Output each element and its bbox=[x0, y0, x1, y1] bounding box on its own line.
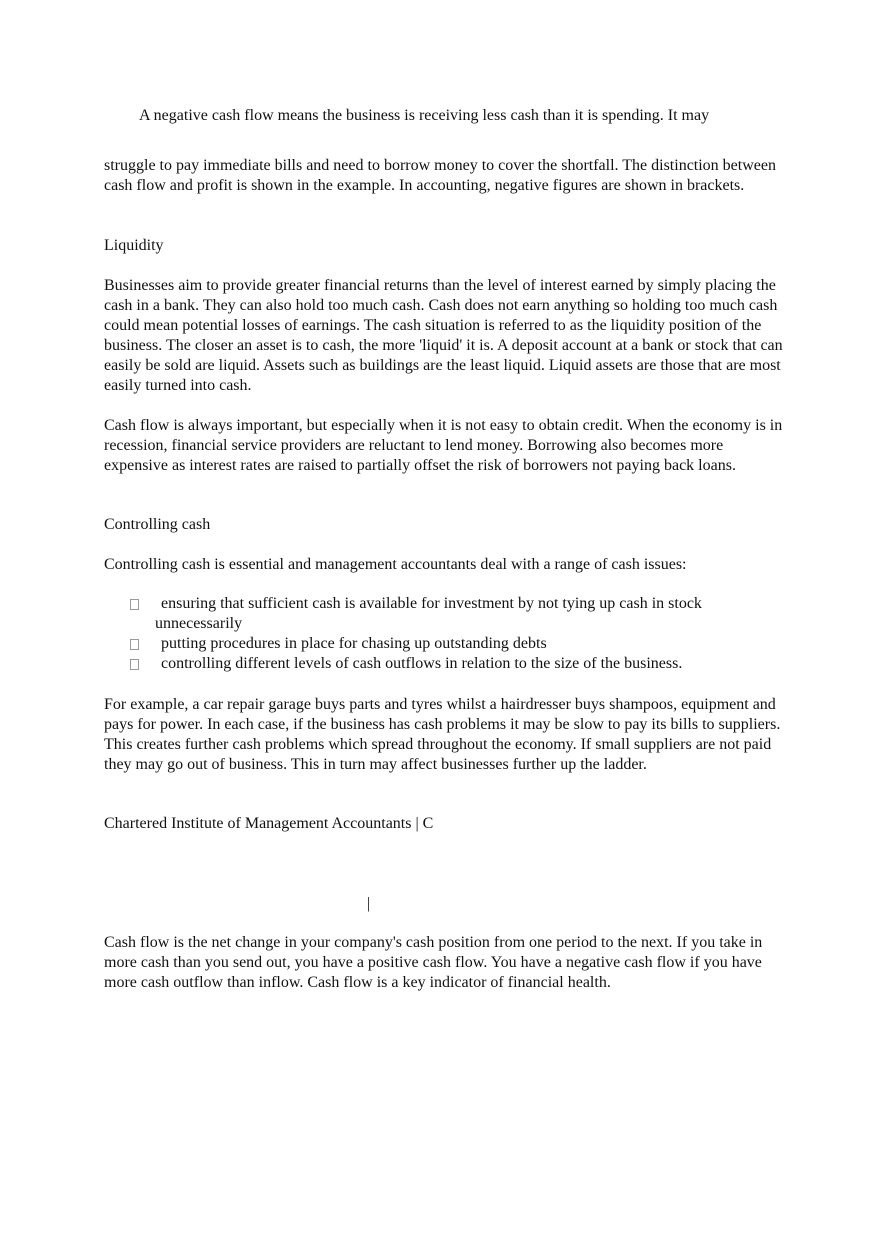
list-item-text: controlling different levels of cash outflows in relation to the size of the business. bbox=[161, 655, 683, 672]
list-item bbox=[130, 634, 770, 654]
cash-flow-definition-paragraph: Cash flow is the net change in your company's cash position from one period to the next. If you take in more cash than you send out, you have a positive cash flow. You have a negative cash flow if you have more cash outflow than inflow. Cash flow is a key indicator of financial health. bbox=[104, 934, 763, 991]
controlling-cash-paragraph: Controlling cash is essential and management accountants deal with a range of cash issues: bbox=[104, 556, 687, 573]
list-item-text: unnecessarily bbox=[155, 615, 243, 632]
list-item bbox=[130, 594, 770, 614]
list-item-text: putting procedures in place for chasing up outstanding debts bbox=[161, 635, 547, 652]
heading-liquidity: Liquidity bbox=[104, 237, 164, 254]
list-item-text: ensuring that sufficient cash is available for investment by not tying up cash in stock bbox=[161, 595, 702, 612]
heading-controlling-cash: Controlling cash bbox=[104, 516, 211, 533]
liquidity-paragraph-1: Businesses aim to provide greater financial returns than the level of interest earned by simply placing the cash in a bank. They can also hold too much cash. Cash does not earn anything so holding too much cash could mean potential losses of earnings. The cash situation is referred to as the liquidity position of the business. The closer an asset is to cash, the more 'liquid' it is. A deposit account at a bank or stock that can easily be sold are liquid. Assets such as buildings are the least liquid. Liquid assets are those that are most easily turned into cash. bbox=[104, 277, 783, 394]
bullet-box-icon bbox=[130, 599, 139, 610]
bullet-box-icon bbox=[130, 639, 139, 650]
example-paragraph: For example, a car repair garage buys parts and tyres whilst a hairdresser buys shampoos, equipment and pays for power. In each case, if the business has cash problems it may be slow to pay its bills to suppliers. This creates further cash problems which spread throughout the economy. If small suppliers are not paid they may go out of business. This in turn may affect businesses further up the ladder. bbox=[104, 696, 781, 773]
bullet-box-icon bbox=[130, 659, 139, 670]
cash-issues-list bbox=[130, 594, 770, 674]
source-attribution: Chartered Institute of Management Accountants | C bbox=[104, 815, 434, 832]
separator-pipe: | bbox=[367, 895, 371, 912]
list-item bbox=[130, 654, 770, 674]
liquidity-paragraph-2: Cash flow is always important, but especially when it is not easy to obtain credit. When the economy is in recession, financial service providers are reluctant to lend money. Borrowing also becomes more expensive as interest rates are raised to partially offset the risk of borrowers not paying back loans. bbox=[104, 417, 783, 474]
list-item-continuation bbox=[130, 614, 770, 634]
intro-first-line: A negative cash flow means the business is receiving less cash than it is spending. It may bbox=[139, 107, 710, 124]
intro-continuation-paragraph: struggle to pay immediate bills and need to borrow money to cover the shortfall. The distinction between cash flow and profit is shown in the example. In accounting, negative figures are shown in brackets. bbox=[104, 157, 776, 194]
